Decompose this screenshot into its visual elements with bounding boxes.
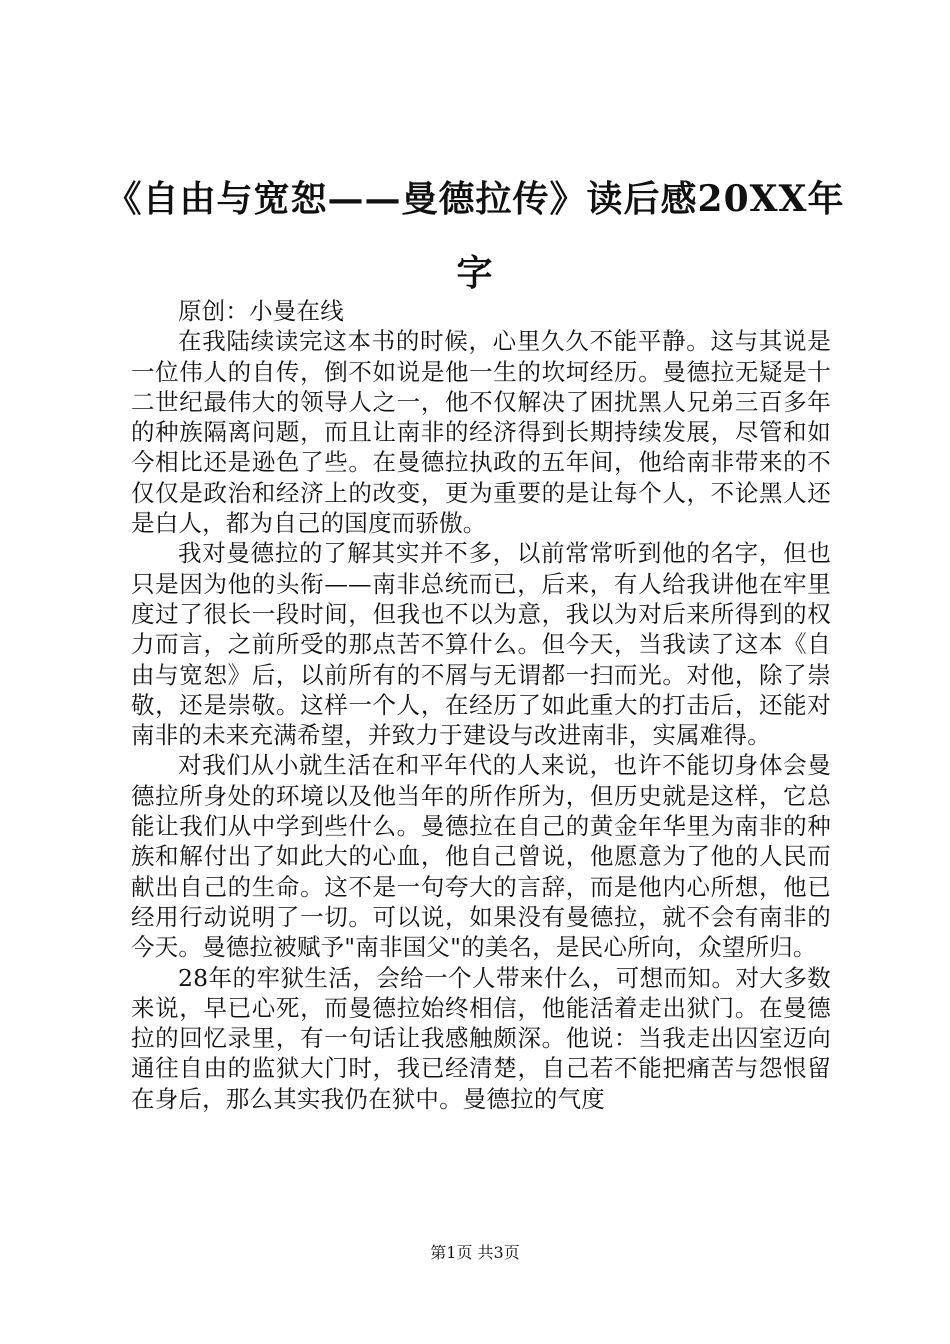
paragraph: 在我陆续读完这本书的时候，心里久久不能平静。这与其说是一位伟人的自传，倒不如说是他一生的坎坷经历。曼德拉无疑是十二世纪最伟大的领导人之一，他不仅解决了困扰黑人兄弟三百多年的种族隔离问题，而且让南非的经济得到长期持续发展，尽管和如今相比还是逊色了些。在曼德拉执政的五年间，他给南非带来的不仅仅是政治和经济上的改变，更为重要的是让每个人，不论黑人还是白人，都为自己的国度而骄傲。 xyxy=(131,327,831,538)
page-number-footer: 第1页 共3页 xyxy=(430,1243,520,1262)
paragraph: 对我们从小就生活在和平年代的人来说，也许不能切身体会曼德拉所身处的环境以及他当年的所作所为，但历史就是这样，它总能让我们从中学到些什么。曼德拉在自己的黄金年华里为南非的种族和解付出了如此大的心血，他自己曾说，他愿意为了他的人民而献出自己的生命。这不是一句夸大的言辞，而是他内心所想，他已经用行动说明了一切。可以说，如果没有曼德拉，就不会有南非的今天。曼德拉被赋予"南非国父"的美名，是民心所向，众望所归。 xyxy=(131,751,831,962)
author-line: 原创：小曼在线 xyxy=(178,297,344,325)
paragraph: 我对曼德拉的了解其实并不多，以前常常听到他的名字，但也只是因为他的头衔——南非总统而已，后来，有人给我讲他在牢里度过了很长一段时间，但我也不以为意，我以为对后来所得到的权力而言，之前所受的那点苦不算什么。但今天，当我读了这本《自由与宽恕》后，以前所有的不屑与无谓都一扫而光。对他，除了崇敬，还是崇敬。这样一个人，在经历了如此重大的打击后，还能对南非的未来充满希望，并致力于建设与改进南非，实属难得。 xyxy=(131,539,831,750)
paragraph: 28年的牢狱生活，会给一个人带来什么，可想而知。对大多数来说，早已心死，而曼德拉始终相信，他能活着走出狱门。在曼德拉的回忆录里，有一句话让我感触颇深。他说：当我走出囚室迈向通往自由的监狱大门时，我已经清楚，自己若不能把痛苦与怨恨留在身后，那么其实我仍在狱中。曼德拉的气度 xyxy=(131,963,831,1113)
document-body xyxy=(131,296,831,1114)
document-title: 《自由与宽恕——曼德拉传》读后感20XX年字 xyxy=(105,178,845,294)
